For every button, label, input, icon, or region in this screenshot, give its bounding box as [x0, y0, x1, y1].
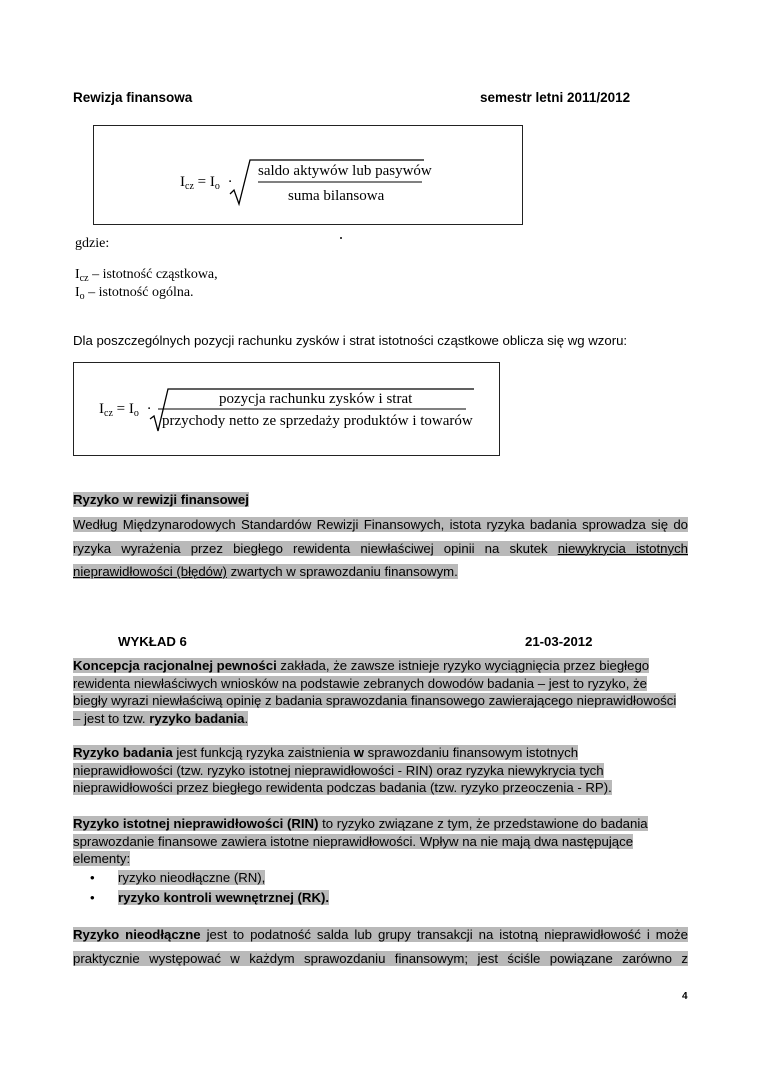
formula-lhs: [180, 174, 233, 192]
formula-numerator: saldo aktywów lub pasywów: [258, 163, 432, 179]
formula-numerator: pozycja rachunku zysków i strat: [219, 391, 413, 407]
section-title: Ryzyko w rewizji finansowej: [73, 492, 249, 507]
formula-lhs: [99, 401, 152, 419]
formula-subscript: o: [214, 181, 220, 192]
text-run: jest to podatność salda lub grupy transakcji na istotną nieprawidłowość i może: [200, 927, 688, 942]
text-line: [73, 833, 693, 851]
text-run: nieprawidłowości przez biegłego rewidenta podczas badania (tzw. ryzyko przeoczenia - RP).: [73, 780, 612, 795]
text-run: rewidenta niewłaściwych wniosków na podstawie zebranych dowodów badania – jest to ryzyko, że: [73, 675, 647, 691]
bullet-icon: •: [90, 870, 95, 885]
text-run: jest funkcją ryzyka zaistnienia: [172, 745, 354, 760]
legend-text: – istotność ogólna.: [84, 285, 194, 300]
text-line: [73, 675, 693, 693]
legend-item-general: [75, 285, 194, 302]
paragraph-material-misstatement: [73, 815, 693, 868]
list-item: [90, 888, 329, 908]
text-line: [73, 744, 693, 762]
risk-paragraph: [73, 513, 688, 584]
formula-subscript: cz: [185, 181, 194, 192]
text-run: to ryzyko związane z tym, że przedstawione do badania: [318, 816, 648, 831]
text-line: [73, 923, 688, 947]
list-item-text: ryzyko kontroli wewnętrznej (RK).: [118, 890, 330, 905]
bold-term: ryzyko badania: [149, 710, 245, 726]
text-line: [73, 657, 693, 675]
text-run: biegły wyrazi niewłaściwą opinię z badania sprawozdania finansowego zawierającego nieprawidłowości: [73, 693, 677, 708]
bold-term: w: [353, 745, 364, 760]
text-run: nieprawidłowości (tzw. ryzyko istotnej nieprawidłowości - RIN) oraz ryzyka niewykrycia tych: [73, 762, 604, 778]
formula-dot: ·: [227, 174, 233, 190]
legend-subscript: o: [79, 291, 85, 302]
text-line: [73, 537, 688, 561]
legend-item-partial: [75, 267, 218, 284]
text-line: [73, 710, 693, 728]
document-title: Rewizja finansowa: [73, 90, 193, 105]
semester-label: semestr letni 2011/2012: [480, 90, 631, 105]
underlined-text: niewykrycia istotnych: [557, 540, 688, 556]
paragraph-inherent-risk: [73, 923, 688, 970]
formula-subscript: o: [133, 408, 139, 419]
text-run: ryzyka wyrażenia przez biegłego rewidenta niewłaściwej opinii na skutek: [73, 540, 558, 556]
formula-symbol: I: [99, 401, 104, 417]
risk-elements-list: [90, 868, 329, 908]
list-item: [90, 868, 329, 888]
text-line: [73, 692, 693, 710]
text-run: elementy:: [73, 851, 131, 866]
formula-box-income: [73, 362, 500, 456]
text-line: [73, 815, 693, 833]
text-line: [73, 513, 688, 537]
text-line: [73, 779, 693, 797]
text-run: zwartych w sprawozdaniu finansowym.: [226, 564, 458, 579]
paragraph-audit-risk: [73, 744, 693, 797]
underlined-text: nieprawidłowości (błędów): [73, 564, 227, 579]
formula-subscript: cz: [104, 408, 113, 419]
text-run: Według Międzynarodowych Standardów Rewizji Finansowych, istota ryzyka badania sprowadza się do: [73, 517, 688, 532]
text-line: [73, 850, 693, 868]
text-run: .: [244, 710, 249, 726]
text-line: [73, 560, 688, 584]
formula-denominator: przychody netto ze sprzedaży produktów i towarów: [162, 413, 473, 429]
speck: [340, 237, 342, 239]
bold-term: Ryzyko istotnej nieprawidłowości (RIN): [73, 816, 319, 831]
text-line: [73, 947, 688, 971]
formula-denominator: suma bilansowa: [288, 188, 385, 204]
lecture-title: WYKŁAD 6: [118, 634, 187, 649]
formula-equals: = I: [193, 174, 215, 190]
formula-equals: = I: [112, 401, 134, 417]
formula-dot: ·: [146, 401, 152, 417]
legend-symbol: I: [75, 267, 80, 282]
legend-symbol: I: [75, 285, 80, 300]
page-number: 4: [682, 991, 688, 1002]
bold-term: Koncepcja racjonalnej pewności: [73, 658, 277, 673]
bold-term: Ryzyko nieodłączne: [73, 927, 201, 942]
lecture-date: 21-03-2012: [525, 634, 593, 649]
text-run: zakłada, że zawsze istnieje ryzyko wyciągnięcia przez biegłego: [276, 658, 650, 673]
where-label: gdzie:: [75, 236, 110, 251]
intro-text: Dla poszczególnych pozycji rachunku zysków i strat istotności cząstkowe oblicza się wg wzoru:: [73, 333, 628, 348]
formula-symbol: I: [180, 174, 185, 190]
legend-subscript: cz: [79, 273, 89, 284]
text-line: [73, 762, 693, 780]
formula-box-balance: [93, 125, 523, 225]
text-run: sprawozdanie finansowe zawiera istotne nieprawidłowości. Wpływ na nie mają dwa następujące: [73, 833, 634, 849]
text-run: – jest to tzw.: [73, 710, 150, 726]
text-run: praktycznie występować w każdym sprawozdaniu finansowym; jest ściśle powiązane zarówno z: [73, 950, 688, 966]
list-item-text: ryzyko nieodłączne (RN),: [118, 870, 266, 885]
bullet-icon: •: [90, 890, 95, 905]
text-run: sprawozdaniu finansowym istotnych: [364, 745, 579, 760]
section-heading-risk: [73, 492, 249, 507]
bold-term: Ryzyko badania: [73, 745, 173, 760]
legend-text: – istotność cząstkowa,: [88, 267, 218, 282]
paragraph-reasonable-assurance: [73, 657, 693, 727]
